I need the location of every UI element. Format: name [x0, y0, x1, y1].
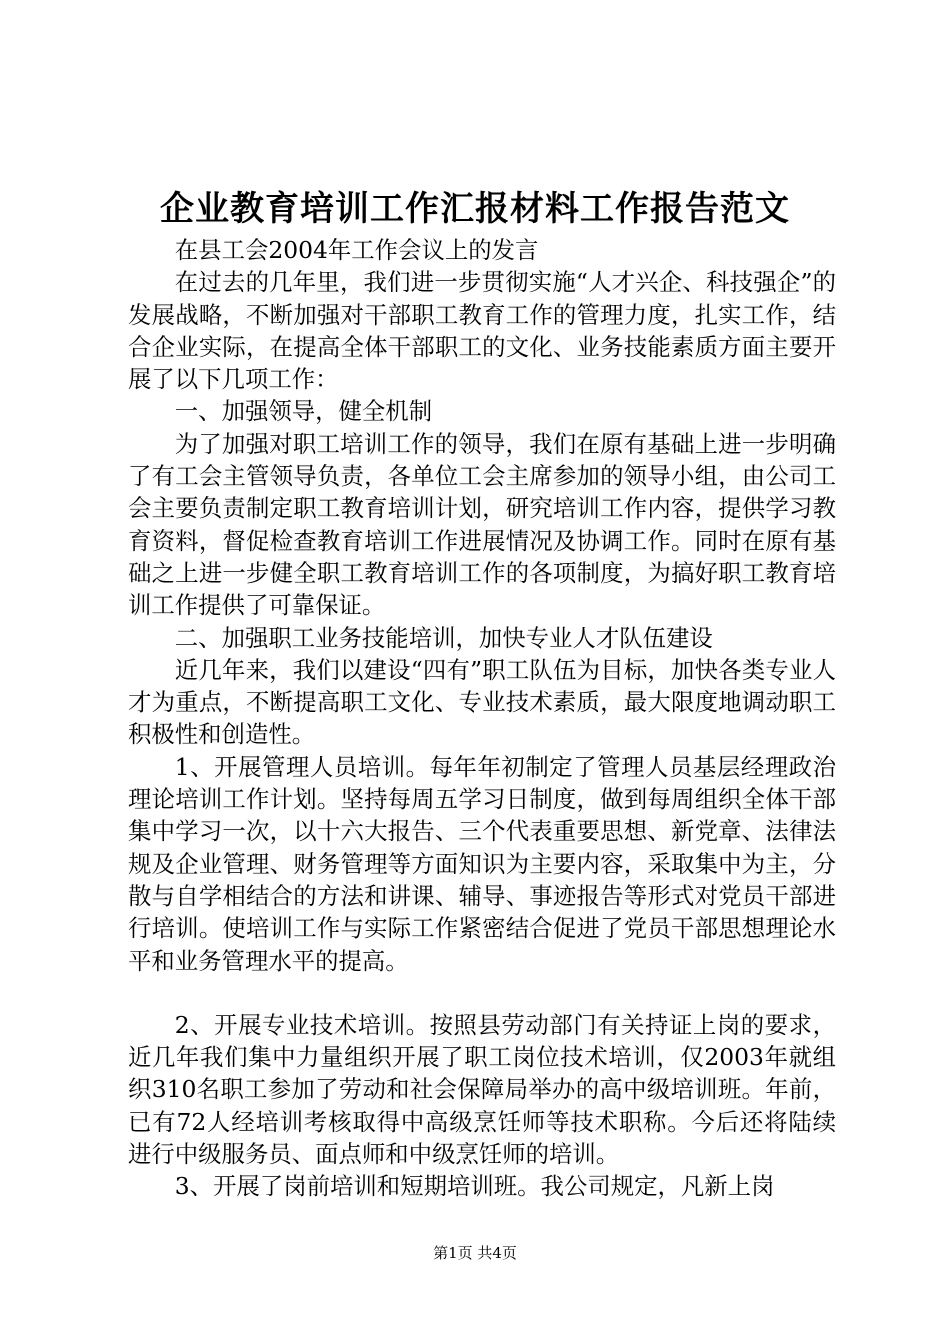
section-heading-2: 二、加强职工业务技能培训，加快专业人才队伍建设 [174, 623, 713, 652]
paragraph-gap [128, 977, 836, 1009]
paragraph-management-training: 1、开展管理人员培训。每年年初制定了管理人员基层经理政治理论培训工作计划。坚持每周五学习日制度，做到每周组织全体干部集中学习一次，以十六大报告、三个代表重要思想、新党章、法律法规及企业管理、财务管理等方面知识为主要内容，采取集中为主，分散与自学相结合的方法和讲课、辅导、事迹报告等形式对党员干部进行培训。使培训工作与实际工作紧密结合促进了党员干部思想理论水平和业务管理水平的提高。 [128, 752, 836, 975]
paragraph-talent-team: 近几年来，我们以建设“四有”职工队伍为目标，加快各类专业人才为重点，不断提高职工文化、专业技术素质，最大限度地调动职工积极性和创造性。 [128, 655, 836, 749]
paragraph-speech-occasion: 在县工会2004年工作会议上的发言 [174, 236, 539, 264]
document-body [128, 234, 836, 1203]
paragraph-technical-training: 2、开展专业技术培训。按照县劳动部门有关持证上岗的要求，近几年我们集中力量组织开展了职工岗位技术培训，仅2003年就组织310名职工参加了劳动和社会保障局举办的高中级培训班。年前，已有72人经培训考核取得中高级烹饪师等技术职称。今后还将陆续进行中级服务员、面点师和中级烹饪师的培训。 [128, 1010, 836, 1169]
paragraph-leadership: 为了加强对职工培训工作的领导，我们在原有基础上进一步明确了有工会主管领导负责，各单位工会主席参加的领导小组，由公司工会主要负责制定职工教育培训计划，研究培训工作内容，提供学习教育资料，督促检查教育培训工作进展情况及协调工作。同时在原有基础之上进一步健全职工教育培训工作的各项制度，为搞好职工教育培训工作提供了可靠保证。 [128, 429, 836, 620]
paragraph-intro: 在过去的几年里，我们进一步贯彻实施“人才兴企、科技强企”的发展战略，不断加强对干部职工教育工作的管理力度，扎实工作，结合企业实际，在提高全体干部职工的文化、业务技能素质方面主要开展了以下几项工作： [128, 268, 836, 394]
document-title: 企业教育培训工作汇报材料工作报告范文 [160, 189, 790, 229]
page-number-footer: 第1页 共4页 [433, 1244, 517, 1262]
paragraph-pre-job-training: 3、开展了岗前培训和短期培训班。我公司规定，凡新上岗 [174, 1172, 775, 1201]
section-heading-1: 一、加强领导，健全机制 [174, 397, 433, 426]
